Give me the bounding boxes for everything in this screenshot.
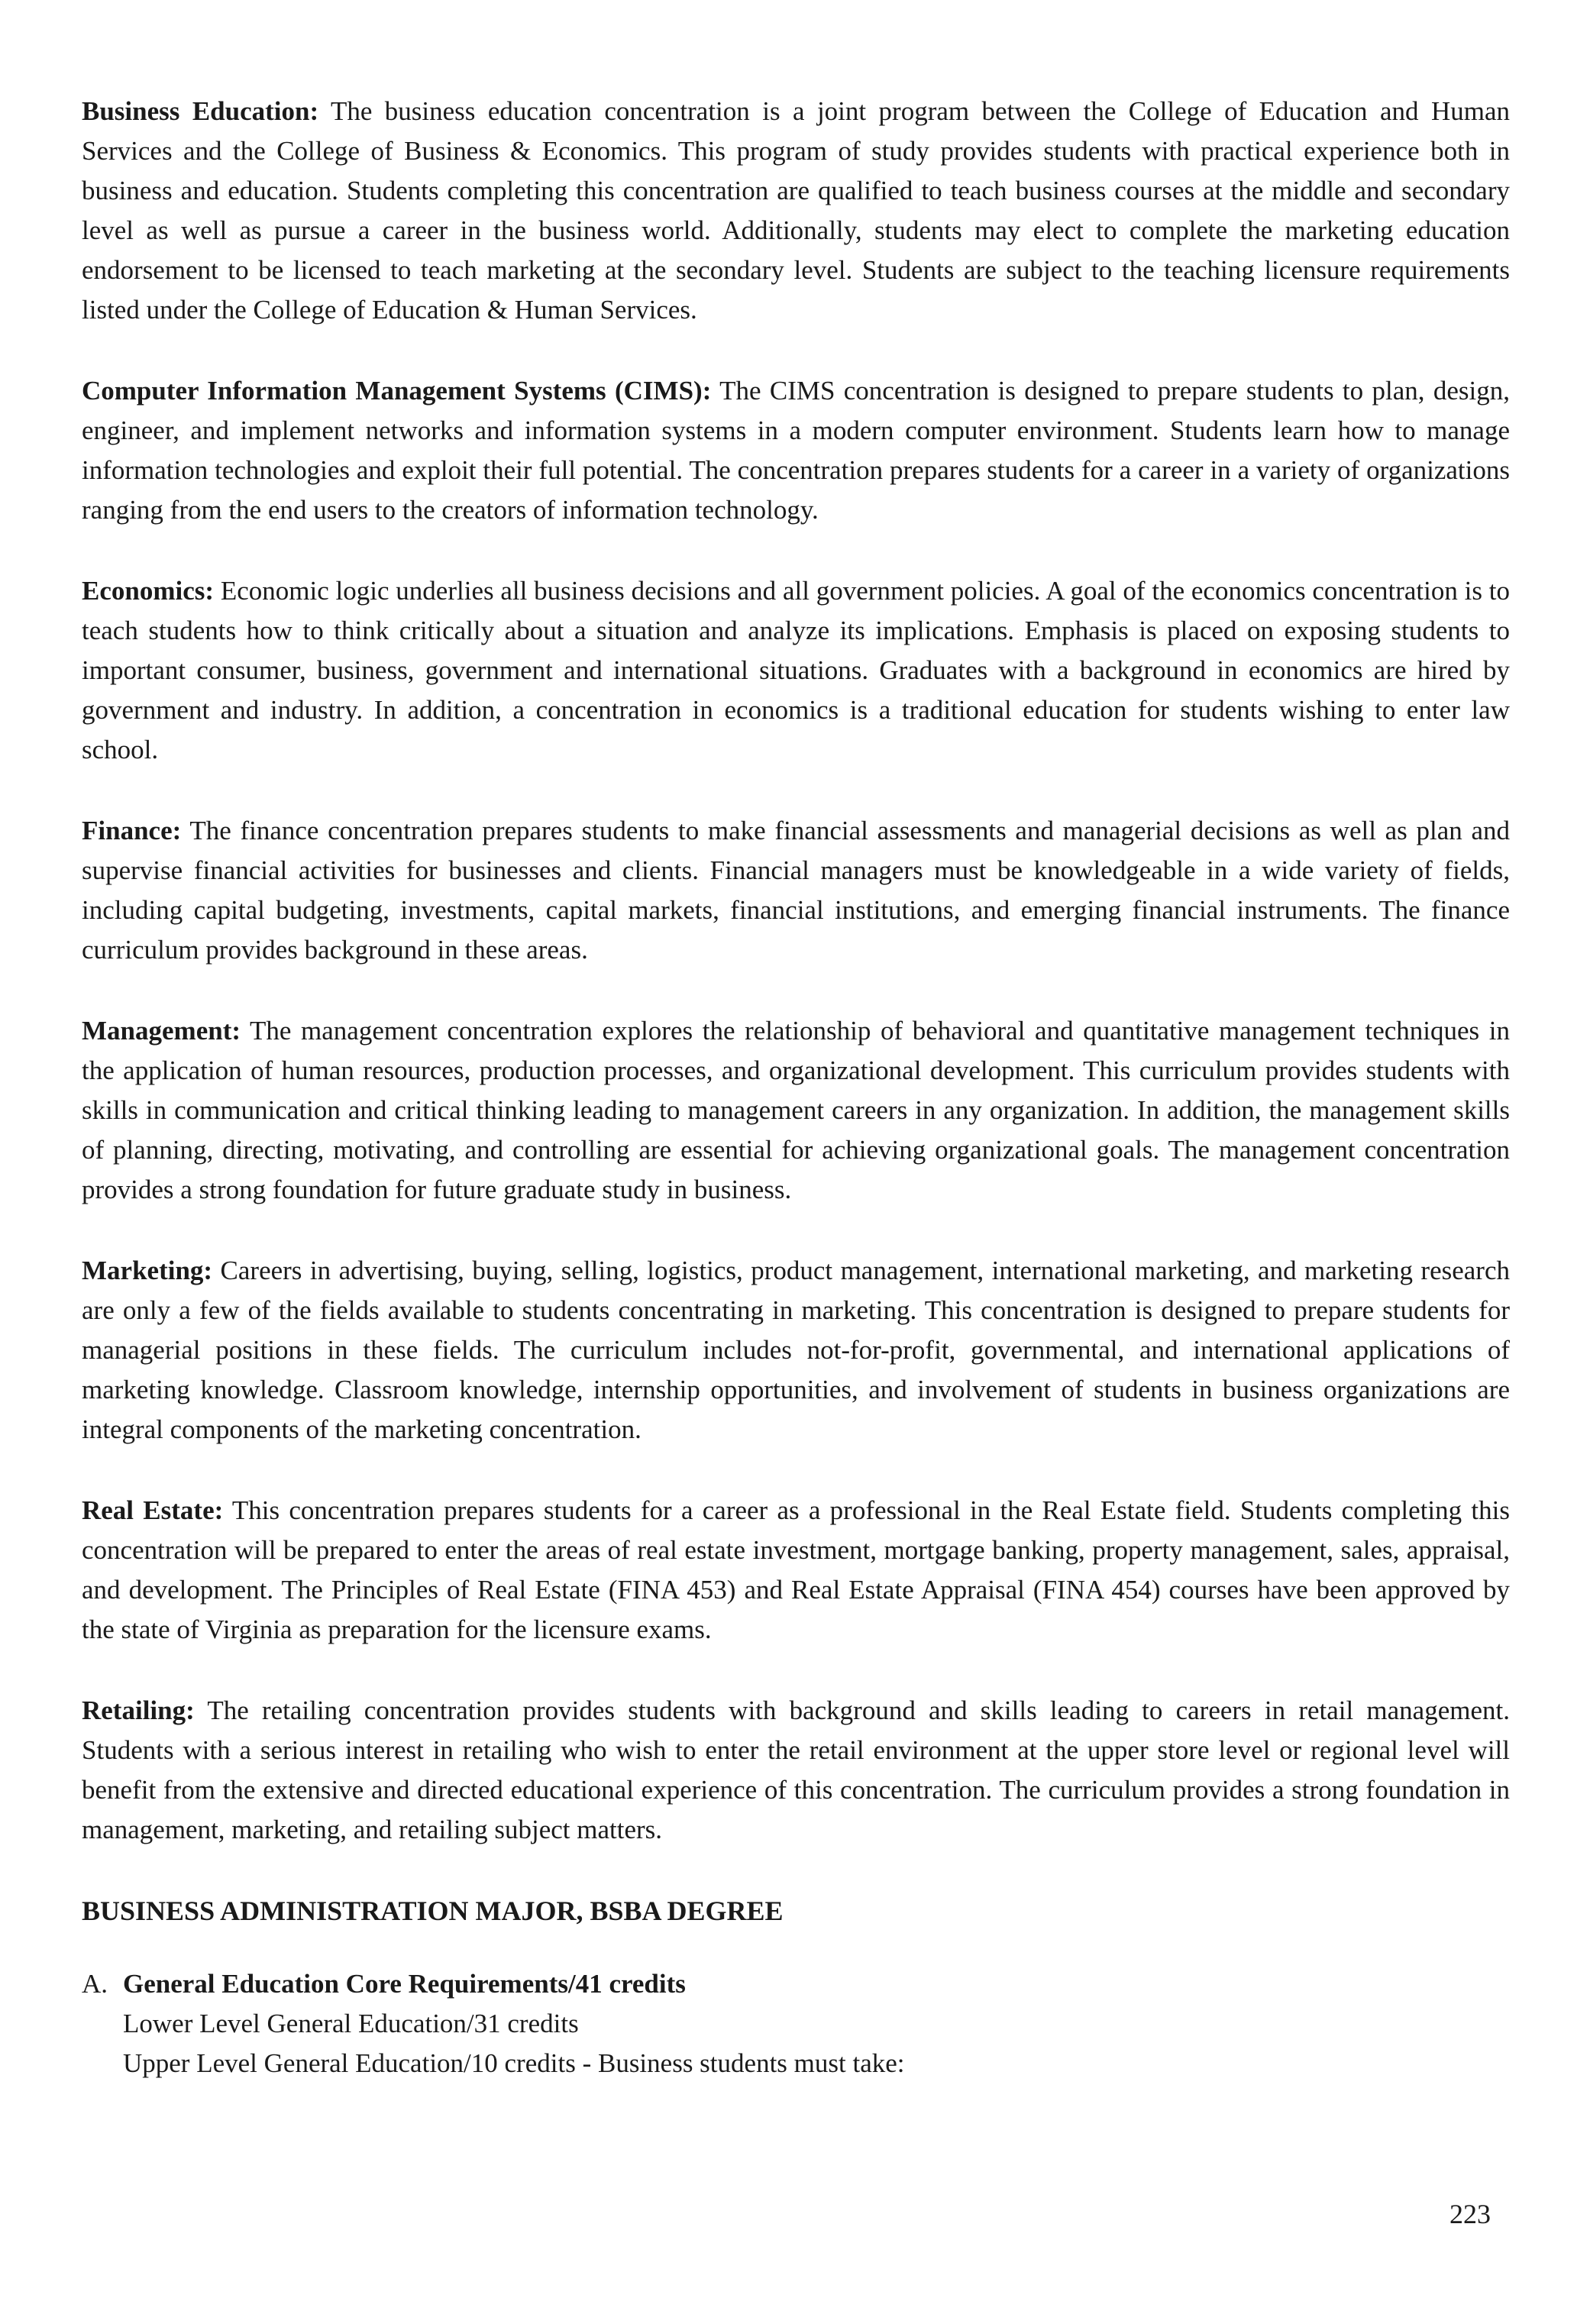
concentration-term: Business Education: xyxy=(82,96,319,126)
concentration-economics xyxy=(82,571,1510,770)
concentration-description: Careers in advertising, buying, selling, logistics, product management, international marketing, and marketing research are only a few of the fields available to students concentrating in marketing. This concentration is designed to prepare students for managerial positions in these fields. The curriculum includes not-for-profit, governmental, and international applications of marketing knowledge. Classroom knowledge, internship opportunities, and involvement of students in business organizations are integral components of the marketing concentration. xyxy=(82,1256,1510,1444)
concentration-retailing xyxy=(82,1691,1510,1850)
concentration-term: Computer Information Management Systems (CIMS): xyxy=(82,376,712,406)
concentration-description: The business education concentration is a joint program between the College of Education and Human Services and the College of Business & Economics. This program of study provides students with practical experience both in business and education. Students completing this concentration are qualified to teach business courses at the middle and secondary level as well as pursue a career in the business world. Additionally, students may elect to complete the marketing education endorsement to be licensed to teach marketing at the secondary level. Students are subject to the teaching licensure requirements listed under the College of Education & Human Services. xyxy=(82,96,1510,325)
concentration-description: The finance concentration prepares students to make financial assessments and managerial decisions as well as plan and supervise financial activities for businesses and clients. Financial managers must be knowledgeable in a wide variety of fields, including capital budgeting, investments, capital markets, financial institutions, and emerging financial instruments. The finance curriculum provides background in these areas. xyxy=(82,816,1510,965)
concentration-management xyxy=(82,1011,1510,1210)
page-number: 223 xyxy=(1449,2199,1491,2229)
concentration-real-estate xyxy=(82,1491,1510,1650)
concentration-description: The CIMS concentration is designed to prepare students to plan, design, engineer, and implement networks and information systems in a modern computer environment. Students learn how to manage information technologies and exploit their full potential. The concentration prepares students for a career in a variety of organizations ranging from the end users to the creators of information technology. xyxy=(82,376,1510,525)
concentration-description: The management concentration explores the relationship of behavioral and quantitative management techniques in the application of human resources, production processes, and organizational development. This curriculum provides students with skills in communication and critical thinking leading to management careers in any organization. In addition, the management skills of planning, directing, motivating, and controlling are essential for achieving organizational goals. The management concentration provides a strong foundation for future graduate study in business. xyxy=(82,1016,1510,1204)
concentration-description: The retailing concentration provides students with background and skills leading to careers in retail management. Students with a serious interest in retailing who wish to enter the retail environment at the upper store level or regional level will benefit from the extensive and directed educational experience of this concentration. The curriculum provides a strong foundation in management, marketing, and retailing subject matters. xyxy=(82,1695,1510,1844)
concentration-business-education xyxy=(82,92,1510,330)
concentration-term: Real Estate: xyxy=(82,1495,224,1525)
concentration-description: Economic logic underlies all business decisions and all government policies. A goal of the economics concentration is to teach students how to think critically about a situation and analyze its implications. Emphasis is placed on exposing students to important consumer, business, government and international situations. Graduates with a background in economics are hired by government and industry. In addition, a concentration in economics is a traditional education for students wishing to enter law school. xyxy=(82,576,1510,764)
concentration-term: Retailing: xyxy=(82,1695,195,1725)
requirements-list xyxy=(82,1964,1510,2083)
concentration-term: Economics: xyxy=(82,576,215,606)
concentration-cims xyxy=(82,371,1510,530)
concentration-term: Management: xyxy=(82,1016,241,1046)
requirement-line-upper: Upper Level General Education/10 credits - Business students must take: xyxy=(123,2048,905,2078)
major-heading: BUSINESS ADMINISTRATION MAJOR, BSBA DEGREE xyxy=(82,1896,784,1926)
requirement-title: General Education Core Requirements/41 credits xyxy=(123,1969,686,1999)
concentration-description: This concentration prepares students for a career as a professional in the Real Estate field. Students completing this concentration will be prepared to enter the areas of real estate investment, mortgage banking, property management, sales, appraisal, and development. The Principles of Real Estate (FINA 453) and Real Estate Appraisal (FINA 454) courses have been approved by the state of Virginia as preparation for the licensure exams. xyxy=(82,1495,1510,1644)
concentration-marketing xyxy=(82,1251,1510,1450)
concentration-term: Finance: xyxy=(82,816,182,845)
concentration-finance xyxy=(82,811,1510,970)
document-page xyxy=(82,92,1510,2083)
requirement-letter: A. xyxy=(82,1969,108,1999)
requirement-item xyxy=(82,1964,1510,2004)
concentration-term: Marketing: xyxy=(82,1256,213,1285)
requirement-line-lower: Lower Level General Education/31 credits xyxy=(123,2009,579,2038)
